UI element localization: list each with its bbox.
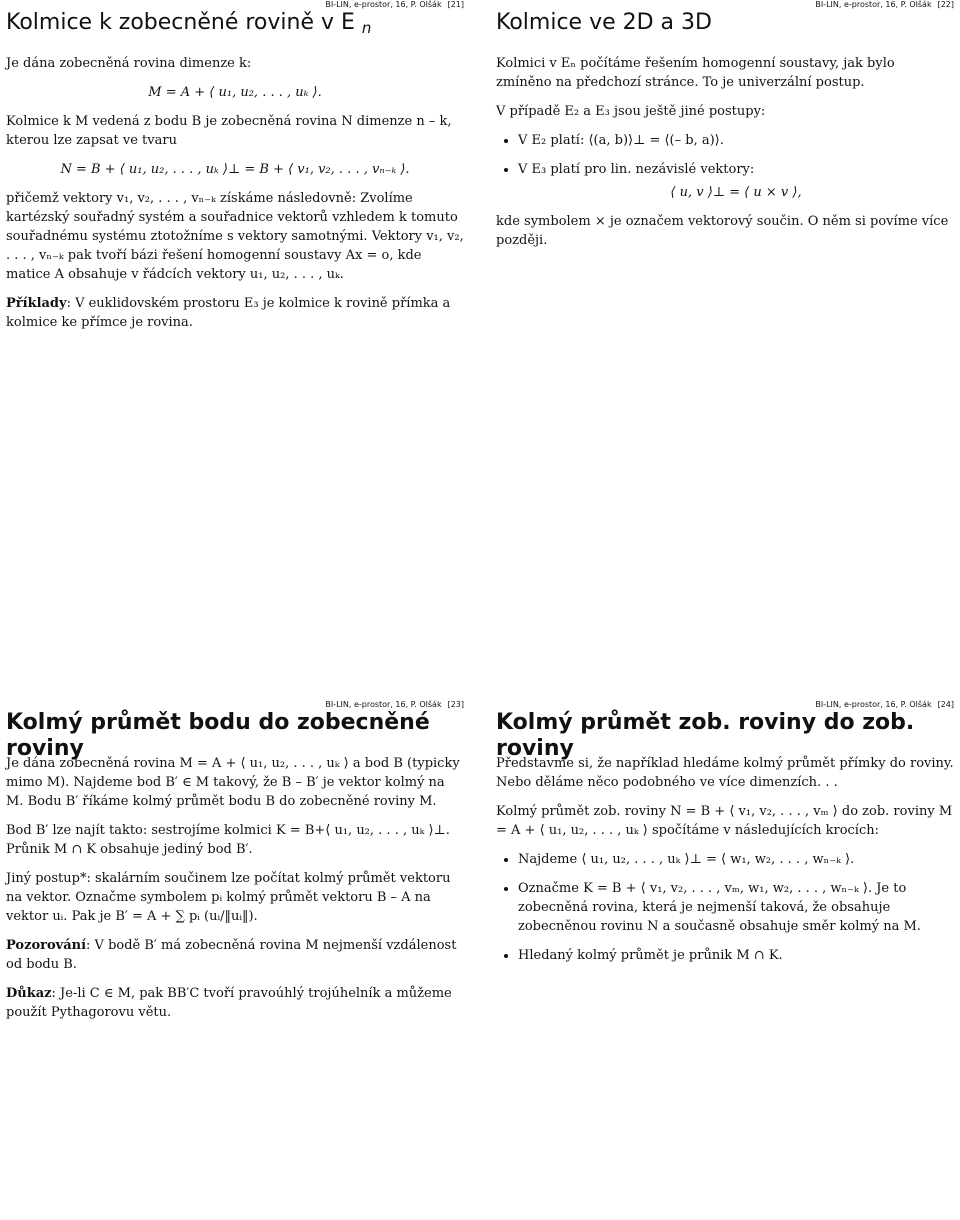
slide-body xyxy=(0,40,470,332)
paragraph: Je dána zobecněná rovina M = A + ⟨ u₁, u₂, . . . , uₖ ⟩ a bod B (typicky mimo M). Najdeme bod B′ ∈ M takový, že B – B′ je vektor kolmý na M. Bodu B′ říkáme kolmý průmět bodu B do zobecněné roviny M. xyxy=(6,756,460,809)
slide-meta: BI-LIN, e-prostor, 16, P. Olšák [21] xyxy=(325,0,464,9)
slide-22 xyxy=(490,0,960,520)
list-item: • Najdeme ⟨ u₁, u₂, . . . , uₖ ⟩⊥ = ⟨ w₁, w₂, . . . , wₙ₋ₖ ⟩. xyxy=(518,850,954,869)
paragraph: V případě E₂ a E₃ jsou ještě jiné postupy: xyxy=(496,104,766,119)
equation: ⟨ u, v ⟩⊥ = ⟨ u × v ⟩, xyxy=(670,185,802,200)
slide-title: Kolmý průmět zob. roviny do zob. roviny xyxy=(496,710,915,761)
bullet-list xyxy=(496,131,954,202)
list-item: • Hledaný kolmý průmět je průnik M ∩ K. xyxy=(518,946,954,965)
paragraph: Kolmici v Eₙ počítáme řešením homogenní soustavy, jak bylo zmíněno na předchozí stránce. To je univerzální postup. xyxy=(496,56,895,90)
page-number: [24] xyxy=(937,700,954,709)
list-item: • V E₂ platí: ⟨(a, b)⟩⊥ = ⟨(– b, a)⟩. xyxy=(518,131,954,150)
slide-body xyxy=(0,740,470,1022)
paragraph: Pozorování: V bodě B′ má zobecněná rovina M nejmenší vzdálenost od bodu B. xyxy=(6,938,457,972)
proof-label: Důkaz xyxy=(6,986,52,1001)
paragraph: Představme si, že například hledáme kolmý průmět přímky do roviny. Nebo děláme něco podobného ve více dimenzích. . . xyxy=(496,756,954,790)
paragraph: Jiný postup*: skalárním součinem lze počítat kolmý průmět vektoru na vektor. Označme symbolem pᵢ kolmý průmět vektoru B – A na vektor uᵢ. Pak je B′ = A + ∑ pᵢ (uᵢ/‖uᵢ‖). xyxy=(6,871,451,924)
observation-label: Pozorování xyxy=(6,938,87,953)
equation: M = A + ⟨ u₁, u₂, . . . , uₖ ⟩. xyxy=(148,85,322,100)
slide-meta: BI-LIN, e-prostor, 16, P. Olšák [23] xyxy=(325,700,464,709)
page-number: [21] xyxy=(447,0,464,9)
bullet-list xyxy=(496,850,954,965)
page-number: [22] xyxy=(937,0,954,9)
slide-header xyxy=(0,700,470,761)
slide-title: Kolmice ve 2D a 3D xyxy=(496,10,712,35)
equation: N = B + ⟨ u₁, u₂, . . . , uₖ ⟩⊥ = B + ⟨ v₁, v₂, . . . , vₙ₋ₖ ⟩. xyxy=(60,162,410,177)
slide-header xyxy=(490,0,960,40)
paragraph: Kolmý průmět zob. roviny N = B + ⟨ v₁, v₂, . . . , vₘ ⟩ do zob. roviny M = A + ⟨ u₁, u₂, . . . , uₖ ⟩ spočítáme v následujících krocích: xyxy=(496,804,953,838)
examples-label: Příklady xyxy=(6,296,67,311)
slide-21 xyxy=(0,0,470,520)
slide-body xyxy=(490,40,960,250)
slide-body xyxy=(490,740,960,965)
paragraph: Bod B′ lze najít takto: sestrojíme kolmici K = B+⟨ u₁, u₂, . . . , uₖ ⟩⊥. Průnik M ∩ K obsahuje jediný bod B′. xyxy=(6,823,450,857)
slide-title: Kolmý průmět bodu do zobecněné roviny xyxy=(6,710,430,761)
paragraph: Příklady: V euklidovském prostoru E₃ je kolmice k rovině přímka a kolmice ke přímce je rovina. xyxy=(6,296,451,330)
paragraph: přičemž vektory v₁, v₂, . . . , vₙ₋ₖ získáme následovně: Zvolíme kartézský souřadný systém a souřadnice vektorů vzhledem k tomuto souřadnému systému ztotožníme s vektory samotnými. Vektory v₁, v₂, . . . , vₙ₋ₖ pak tvoří bázi řešení homogenní soustavy Ax = o, kde matice A obsahuje v řádcích vektory u₁, u₂, . . . , uₖ. xyxy=(6,191,464,282)
slide-meta: BI-LIN, e-prostor, 16, P. Olšák [24] xyxy=(815,700,954,709)
paragraph: Důkaz: Je-li C ∈ M, pak BB′C tvoří pravoúhlý trojúhelník a můžeme použít Pythagorovu větu. xyxy=(6,986,452,1020)
page-number: [23] xyxy=(447,700,464,709)
slide-24 xyxy=(490,700,960,1220)
paragraph: kde symbolem × je označem vektorový součin. O něm si povíme více později. xyxy=(496,214,949,248)
list-item: • Označme K = B + ⟨ v₁, v₂, . . . , vₘ, w₁, w₂, . . . , wₙ₋ₖ ⟩. Je to zobecněná rovina, která je nejmenší taková, že obsahuje zobecněnou rovinu N a současně obsahuje směr kolmý na M. xyxy=(518,879,954,936)
paragraph: Kolmice k M vedená z bodu B je zobecněná rovina N dimenze n – k, kterou lze zapsat ve tvaru xyxy=(6,114,452,148)
slide-23 xyxy=(0,700,470,1220)
slide-header xyxy=(490,700,960,761)
slide-meta: BI-LIN, e-prostor, 16, P. Olšák [22] xyxy=(815,0,954,9)
slide-title: Kolmice k zobecněné rovině v E n xyxy=(6,10,372,37)
list-item: • V E₃ platí pro lin. nezávislé vektory: ⟨ u, v ⟩⊥ = ⟨ u × v ⟩, xyxy=(518,160,954,202)
slide-header xyxy=(0,0,470,40)
paragraph: Je dána zobecněná rovina dimenze k: xyxy=(6,56,252,71)
